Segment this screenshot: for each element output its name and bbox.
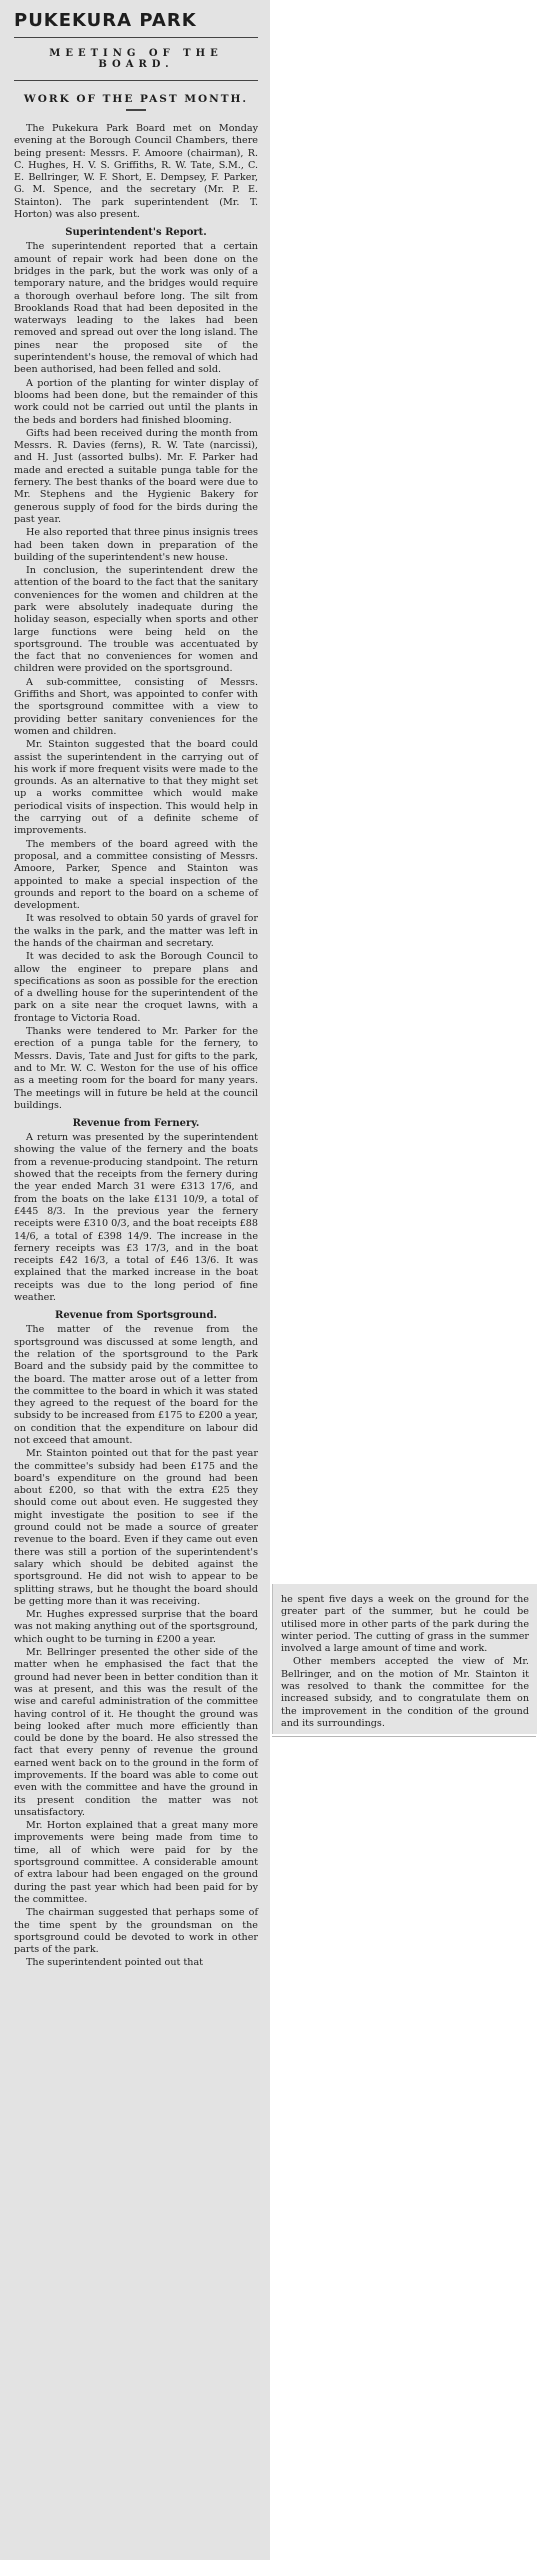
section-fernery (14, 1132, 258, 1304)
paragraph: Mr. Stainton suggested that the board could assist the superintendent in the carrying out of his work if more frequent visits were made to the grounds. As an alternative to that they might set up a works committee which would make periodical visits of inspection. This would help in the carrying out of a definite scheme of improvements. (14, 739, 258, 837)
paragraph: Other members accepted the view of Mr. Bellringer, and on the motion of Mr. Stainton it was resolved to thank the committee for the increased subsidy, and to congratulate them on the improvement in the condition of the ground and its surroundings. (281, 1656, 529, 1729)
section-heading: Revenue from Fernery. (72, 1118, 200, 1130)
paragraph: Mr. Hughes expressed surprise that the board was not making anything out of the sportsground, which ought to be turning in £200 a year. (14, 1609, 258, 1645)
paragraph: Mr. Horton explained that a great many more improvements were being made from time to time, all of which were paid for by the sportsground committee. A considerable amount of extra labour had been engaged on the ground during the past year which had been paid for by the committee. (14, 1820, 258, 1905)
paragraph: A sub-committee, consisting of Messrs. Griffiths and Short, was appointed to confer with the sportsground committee with a view to providing better sanitary conveniences for the women and children. (14, 676, 258, 737)
paragraph: he spent five days a week on the ground for the greater part of the summer, but he could be utilised more in other parts of the park during the winter period. The cutting of grass in the summer involved a large amount of time and work. (281, 1594, 529, 1655)
continuation-column (272, 1584, 537, 1734)
masthead: PUKEKURA PARK (14, 10, 197, 31)
section-heading: Superintendent's Report. (65, 227, 207, 239)
intro-paragraph: The Pukekura Park Board met on Monday evening at the Borough Council Chambers, there being present: Messrs. F. Amoore (chairman), R. C. Hughes, H. V. S. Griffiths, R. W. Tate, S.M., C. E. Bellringer, W. F. Short, E. Dempsey, F. Parker, G. M. Spence, and the secretary (Mr. P. E. Stainton). The park superintendent (Mr. T. Horton) was also present. (14, 123, 258, 221)
paragraph: In conclusion, the superintendent drew the attention of the board to the fact that the sanitary conveniences for the women and children at the park were absolutely inadequate during the holiday season, especially when sports and other large functions were being held on the sportsground. The trouble was accentuated by the fact that no conveniences for women and children were provided on the sportsground. (14, 565, 258, 675)
paragraph: A return was presented by the superintendent showing the value of the fernery and the boats from a revenue-producing standpoint. The return showed that the receipts from the fernery during the year ended March 31 were £313 17/6, and from the boats on the lake £131 10/9, a total of £445 8/3. In the previous year the fernery receipts were £310 0/3, and the boat receipts £88 14/6, a total of £398 14/9. The increase in the fernery receipts was £3 17/3, and in the boat receipts £42 16/3, a total of £46 13/6. It was explained that the marked increase in the boat receipts was due to the long period of fine weather. (14, 1132, 258, 1304)
paragraph: The matter of the revenue from the sportsground was discussed at some length, and the relation of the sportsground to the Park Board and the subsidy paid by the committee to the board. The matter arose out of a letter from the committee to the board in which it was stated they agreed to the request of the board for the subsidy to be increased from £175 to £200 a year, on condition that the expenditure on labour did not exceed that amount. (14, 1324, 258, 1446)
section-heading: Revenue from Sportsground. (55, 1310, 217, 1322)
section-sportsground (14, 1324, 258, 1969)
paragraph: Mr. Bellringer presented the other side of the matter when he emphasised the fact that the ground had never been in better condition than it was at present, and this was the result of the wise and careful administration of the committee having control of it. He thought the ground was being looked after much more efficiently than could be done by the board. He also stressed the fact that every penny of revenue the ground earned went back on to the ground in the form of improvements. If the board was able to come out even with the committee and have the ground in its present condition the matter was not unsatisfactory. (14, 1647, 258, 1818)
ornament-rule (126, 109, 146, 111)
paragraph: The members of the board agreed with the proposal, and a committee consisting of Messrs. Amoore, Parker, Spence and Stainton was appointed to make a special inspection of the grounds and report to the board on a scheme of development. (14, 838, 258, 912)
section-superintendent (14, 241, 258, 1112)
paragraph: The chairman suggested that perhaps some of the time spent by the groundsman on the sportsground could be devoted to work in other parts of the park. (14, 1907, 258, 1956)
paragraph: He also reported that three pinus insignis trees had been taken down in preparation of the building of the superintendent's new house. (14, 527, 258, 563)
paragraph: Gifts had been received during the month from Messrs. R. Davies (ferns), R. W. Tate (narcissi), and H. Just (assorted bulbs). Mr. F. Parker had made and erected a suitable punga table for the fernery. The best thanks of the board were due to Mr. Stephens and the Hygienic Bakery for generous supply of food for the birds during the past year. (14, 427, 258, 525)
paragraph: The superintendent pointed out that (26, 1957, 204, 1969)
divider (14, 37, 258, 38)
paragraph: It was resolved to obtain 50 yards of gravel for the walks in the park, and the matter was left in the hands of the chairman and secretary. (14, 913, 258, 949)
headline: WORK OF THE PAST MONTH. (23, 93, 249, 105)
paragraph: Thanks were tendered to Mr. Parker for the erection of a punga table for the fernery, to Messrs. Davis, Tate and Just for gifts to the park, and to Mr. W. C. Weston for the use of his office as a meeting room for the board for many years. The meetings will in future be held at the council buildings. (14, 1026, 258, 1111)
divider (14, 80, 258, 81)
paragraph: Mr. Stainton pointed out that for the past year the committee's subsidy had been £175 and the board's expenditure on the ground had been about £200, so that with the extra £25 they should come out about even. He suggested they might investigate the position to see if the ground could not be made a source of greater revenue to the board. Even if they came out even there was still a portion of the superintendent's salary which should be debited against the sportsground. He did not wish to appear to be splitting straws, but he thought the board should be getting more than it was receiving. (14, 1448, 258, 1607)
kicker: MEETING OF THE BOARD. (49, 48, 223, 70)
divider (272, 1736, 536, 1737)
paragraph: The superintendent reported that a certain amount of repair work had been done on the bridges in the park, but the work was only of a temporary nature, and the bridges would require a thorough overhaul before long. The silt from Brooklands Road that had been deposited in the waterways leading to the lakes had been removed and spread out over the long island. The pines near the proposed site of the superintendent's house, the removal of which had been authorised, had been felled and sold. (14, 241, 258, 376)
paragraph: It was decided to ask the Borough Council to allow the engineer to prepare plans and specifications as soon as possible for the erection of a dwelling house for the superintendent of the park on a site near the croquet lawns, with a frontage to Victoria Road. (14, 951, 258, 1024)
paragraph: A portion of the planting for winter display of blooms had been done, but the remainder of this work could not be carried out until the plants in the beds and borders had finished blooming. (14, 377, 258, 426)
